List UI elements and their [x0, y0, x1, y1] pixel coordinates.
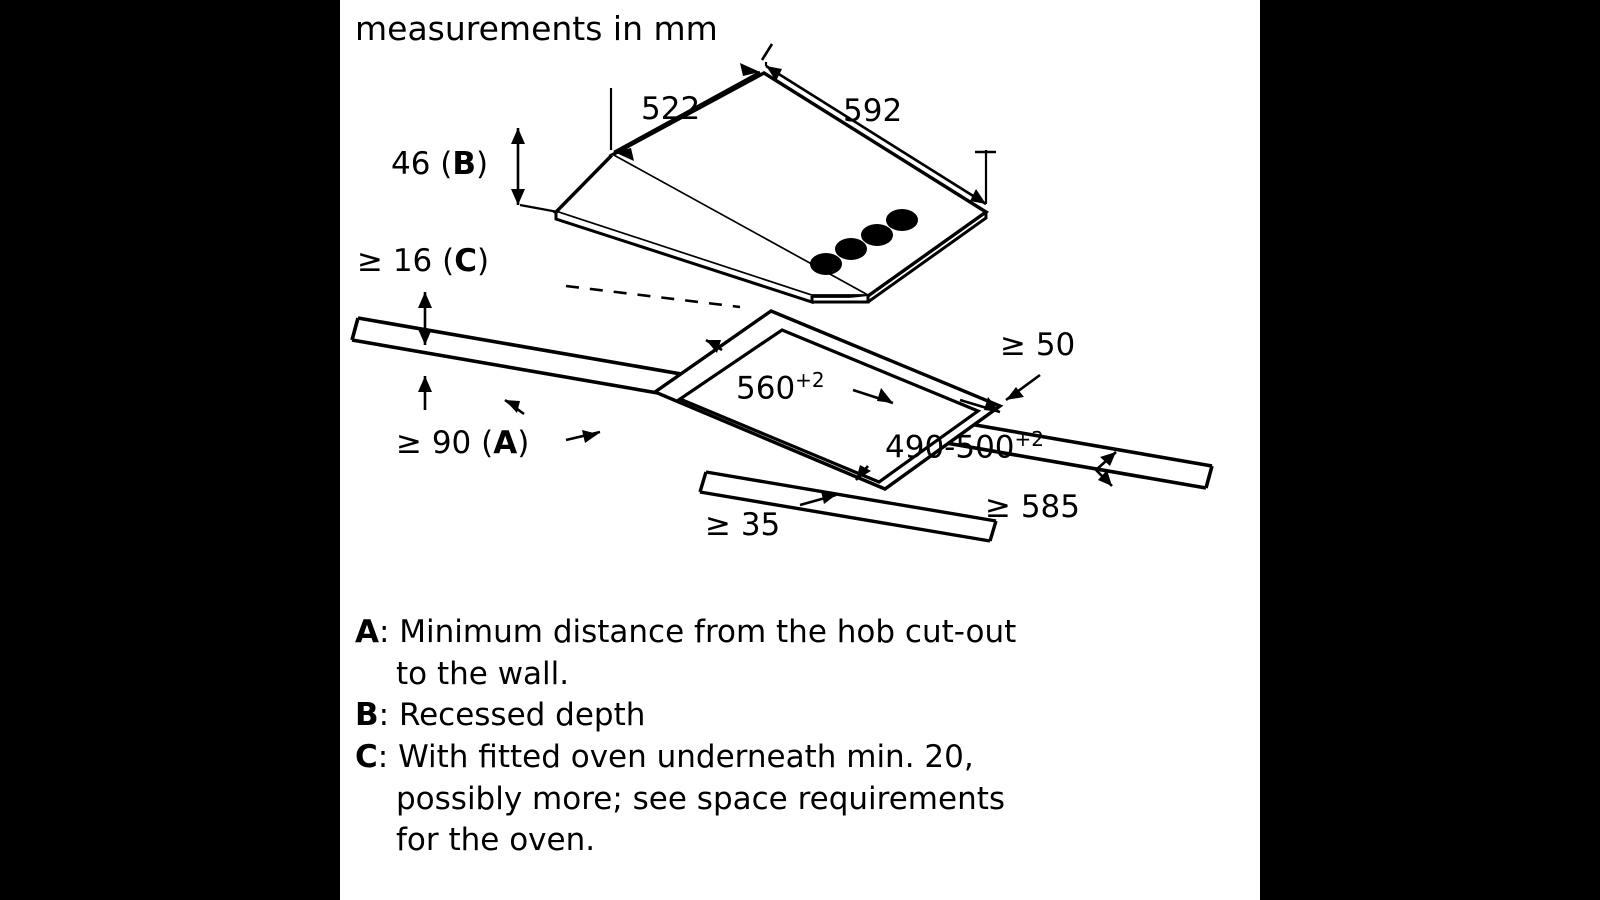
legend-item-a: A: Minimum distance from the hob cut-out — [355, 614, 1017, 650]
alignment-dashed-line — [566, 286, 740, 307]
dimension-label-cutout-490-500: $490-500^{+2}$ — [885, 427, 1045, 466]
dimension-label-cutout-560: $560^{+2}$ — [736, 368, 825, 407]
dimension-label-wall-90: ≥ 90 (A) — [396, 425, 530, 461]
figure-header: measurements in mm — [355, 9, 718, 48]
legend-item-c: C: With fitted oven underneath min. 20, — [355, 738, 974, 775]
dimension-label-592: 592 — [843, 93, 903, 129]
legend-item-c-cont-2: for the oven. — [396, 821, 596, 858]
dimension-label-recess-46: 46 (B) — [391, 146, 489, 182]
dimension-label-front-35: ≥ 35 — [705, 507, 781, 543]
dimension-label-side-50: ≥ 50 — [1000, 327, 1076, 363]
dimension-label-worktop-16: ≥ 16 (C) — [357, 243, 490, 279]
dimension-label-522: 522 — [641, 91, 701, 127]
dimension-label-cabinet-585: ≥ 585 — [985, 489, 1080, 525]
legend-item-a-cont: to the wall. — [396, 655, 570, 692]
legend — [355, 612, 1185, 860]
legend-item-b: B: Recessed depth — [355, 696, 646, 733]
legend-item-c-cont-1: possibly more; see space requirements — [396, 780, 1006, 817]
hob-plate — [556, 73, 986, 302]
